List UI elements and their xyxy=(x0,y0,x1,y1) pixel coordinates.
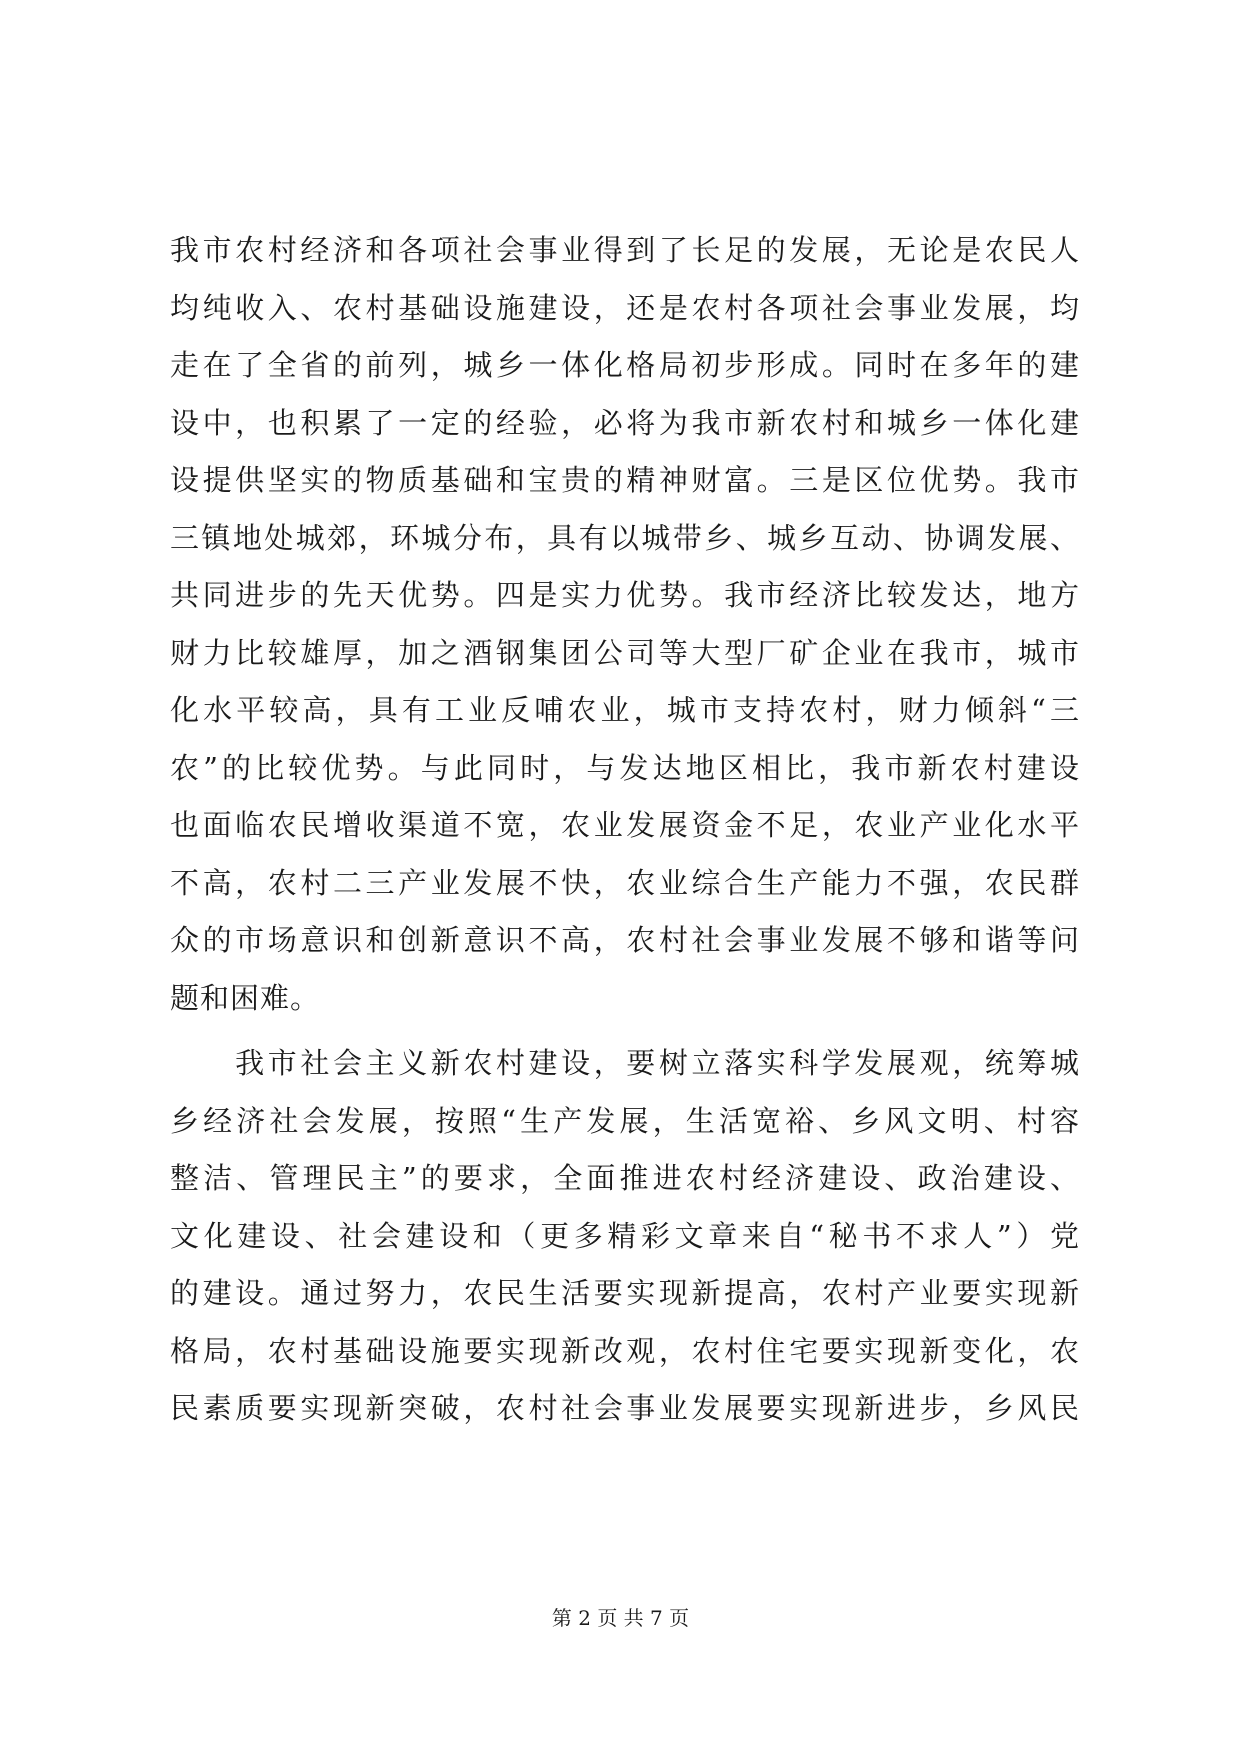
text-line: 走在了全省的前列，城乡一体化格局初步形成。同时在多年的建 xyxy=(170,348,1080,382)
page-number-footer: 第 2 页 共 7 页 xyxy=(551,1606,690,1630)
text-line: 设提供坚实的物质基础和宝贵的精神财富。三是区位优势。我市 xyxy=(170,463,1080,497)
text-line: 均纯收入、农村基础设施建设，还是农村各项社会事业发展，均 xyxy=(170,290,1080,325)
text-line: 财力比较雄厚，加之酒钢集团公司等大型厂矿企业在我市，城市 xyxy=(170,635,1080,670)
text-line: 乡经济社会发展，按照“生产发展，生活宽裕、乡风文明、村容 xyxy=(170,1103,1080,1138)
text-line: 不高，农村二三产业发展不快，农业综合生产能力不强，农民群 xyxy=(170,865,1080,900)
text-line: 三镇地处城郊，环城分布，具有以城带乡、城乡互动、协调发展、 xyxy=(170,520,1080,555)
text-line: 农”的比较优势。与此同时，与发达地区相比，我市新农村建设 xyxy=(170,750,1080,785)
text-line: 格局，农村基础设施要实现新改观，农村住宅要实现新变化，农 xyxy=(170,1333,1080,1368)
text-line: 题和困难。 xyxy=(170,980,321,1015)
paragraph-2 xyxy=(170,1035,1080,1438)
paragraph-1 xyxy=(170,222,1080,1027)
text-line: 我市社会主义新农村建设，要树立落实科学发展观，统筹城 xyxy=(170,1046,1080,1080)
text-line: 众的市场意识和创新意识不高，农村社会事业发展不够和谐等问 xyxy=(170,923,1080,957)
text-line: 化水平较高，具有工业反哺农业，城市支持农村，财力倾斜“三 xyxy=(170,693,1080,727)
text-line: 共同进步的先天优势。四是实力优势。我市经济比较发达，地方 xyxy=(170,578,1080,612)
text-line: 民素质要实现新突破，农村社会事业发展要实现新进步，乡风民 xyxy=(170,1391,1080,1425)
document-body xyxy=(170,222,1080,1438)
text-line: 的建设。通过努力，农民生活要实现新提高，农村产业要实现新 xyxy=(170,1276,1080,1310)
text-line: 文化建设、社会建设和（更多精彩文章来自“秘书不求人”）党 xyxy=(170,1218,1080,1253)
text-line: 我市农村经济和各项社会事业得到了长足的发展，无论是农民人 xyxy=(170,233,1080,267)
paragraph-spacer xyxy=(170,1027,1080,1035)
text-line: 也面临农民增收渠道不宽，农业发展资金不足，农业产业化水平 xyxy=(170,808,1080,842)
text-line: 设中，也积累了一定的经验，必将为我市新农村和城乡一体化建 xyxy=(170,405,1080,440)
text-line: 整洁、管理民主”的要求，全面推进农村经济建设、政治建设、 xyxy=(170,1161,1080,1195)
